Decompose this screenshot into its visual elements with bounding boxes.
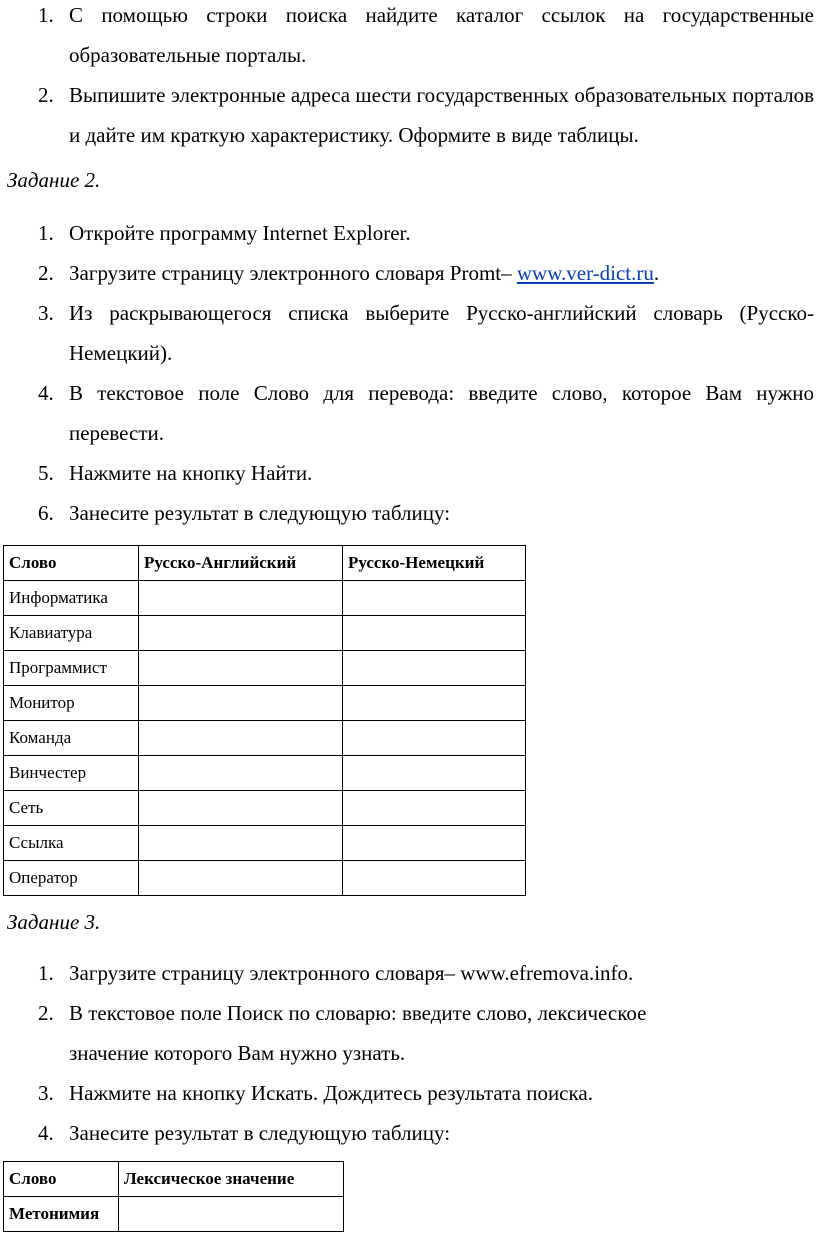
empty-cell[interactable]: [343, 791, 526, 826]
empty-cell[interactable]: [139, 826, 343, 861]
empty-cell[interactable]: [343, 686, 526, 721]
list-item: [0, 993, 816, 1073]
item-number: 4.: [38, 1121, 54, 1145]
item-text: Загрузите страницу электронного словаря– www.efremova.info.: [69, 961, 634, 985]
list-item: [0, 453, 816, 493]
list-item: [0, 213, 816, 253]
task3-heading: Задание 3.: [7, 910, 101, 934]
table-row: [4, 686, 526, 721]
item-number: 2.: [38, 83, 54, 107]
task2-heading: Задание 2.: [7, 168, 101, 192]
item-text: Занесите результат в следующую таблицу:: [69, 501, 451, 525]
empty-cell[interactable]: [139, 616, 343, 651]
list-item: [0, 493, 816, 533]
item-number: 1.: [38, 221, 54, 245]
word-cell: Сеть: [4, 791, 139, 826]
item-text-after: .: [653, 261, 660, 285]
table-row: [4, 581, 526, 616]
empty-cell[interactable]: [139, 686, 343, 721]
table-row: [4, 756, 526, 791]
item-number: 5.: [38, 461, 54, 485]
lexical-table: [3, 1161, 344, 1232]
item-text: Из раскрывающегося списка выберите Русско-английский словарь (Русско-Немецкий).: [69, 301, 814, 365]
word-cell: Метонимия: [4, 1197, 119, 1232]
task3-list: [0, 953, 816, 1153]
item-text: [69, 261, 659, 285]
list-item: [0, 1113, 816, 1153]
translation-table: [3, 545, 526, 896]
empty-cell[interactable]: [343, 651, 526, 686]
item-text: Нажмите на кнопку Найти.: [69, 461, 313, 485]
table-row: [4, 616, 526, 651]
empty-cell[interactable]: [139, 651, 343, 686]
item-text: В текстовое поле Слово для перевода: введите слово, которое Вам нужно перевести.: [69, 381, 814, 445]
table-row: [4, 826, 526, 861]
table-header-row: [4, 1162, 344, 1197]
task2-list: [0, 213, 816, 533]
table-header-row: [4, 546, 526, 581]
table-row: [4, 861, 526, 896]
list-item: [0, 0, 816, 75]
word-cell: Программист: [4, 651, 139, 686]
word-cell: Команда: [4, 721, 139, 756]
item-number: 3.: [38, 1081, 54, 1105]
item-text-before: Загрузите страницу электронного словаря Promt–: [69, 261, 517, 285]
item-text: Занесите результат в следующую таблицу:: [69, 1121, 451, 1145]
empty-cell[interactable]: [343, 756, 526, 791]
empty-cell[interactable]: [139, 861, 343, 896]
item-number: 2.: [38, 1001, 54, 1025]
empty-cell[interactable]: [139, 756, 343, 791]
item-number: 3.: [38, 301, 54, 325]
empty-cell[interactable]: [343, 861, 526, 896]
list-item: [0, 1073, 816, 1113]
header-word: Слово: [4, 546, 139, 581]
header-word: Слово: [4, 1162, 119, 1197]
list-item: [0, 293, 816, 373]
item-number: 6.: [38, 501, 54, 525]
empty-cell[interactable]: [139, 721, 343, 756]
table-row: [4, 791, 526, 826]
empty-cell[interactable]: [119, 1197, 344, 1232]
empty-cell[interactable]: [343, 721, 526, 756]
empty-cell[interactable]: [139, 791, 343, 826]
word-cell: Клавиатура: [4, 616, 139, 651]
item-number: 1.: [38, 961, 54, 985]
header-ru-en: Русско-Английский: [139, 546, 343, 581]
list-item: [0, 75, 816, 155]
ver-dict-link[interactable]: www.ver-dict.ru: [516, 261, 654, 285]
list-item: [0, 253, 816, 293]
table-row: [4, 1197, 344, 1232]
word-cell: Информатика: [4, 581, 139, 616]
item-number: 4.: [38, 381, 54, 405]
item-text: С помощью строки поиска найдите каталог ссылок на государственные образовательные порталы.: [69, 3, 814, 67]
item-text: Выпишите электронные адреса шести государственных образовательных порталов и дайте им краткую характеристику. Оформите в виде таблицы.: [69, 83, 814, 147]
table-row: [4, 721, 526, 756]
word-cell: Винчестер: [4, 756, 139, 791]
list-item: [0, 953, 816, 993]
item-text: Нажмите на кнопку Искать. Дождитесь результата поиска.: [69, 1081, 593, 1105]
empty-cell[interactable]: [343, 581, 526, 616]
item-number: 1.: [38, 3, 54, 27]
header-lexical-meaning: Лексическое значение: [119, 1162, 344, 1197]
table-row: [4, 651, 526, 686]
header-ru-de: Русско-Немецкий: [343, 546, 526, 581]
list-item: [0, 373, 816, 453]
task1-list: [0, 0, 816, 155]
item-number: 2.: [38, 261, 54, 285]
word-cell: Оператор: [4, 861, 139, 896]
item-text: В текстовое поле Поиск по словарю: введите слово, лексическое значение которого Вам нужно узнать.: [69, 1001, 647, 1065]
word-cell: Монитор: [4, 686, 139, 721]
empty-cell[interactable]: [343, 616, 526, 651]
word-cell: Ссылка: [4, 826, 139, 861]
empty-cell[interactable]: [139, 581, 343, 616]
item-text: Откройте программу Internet Explorer.: [69, 221, 411, 245]
empty-cell[interactable]: [343, 826, 526, 861]
